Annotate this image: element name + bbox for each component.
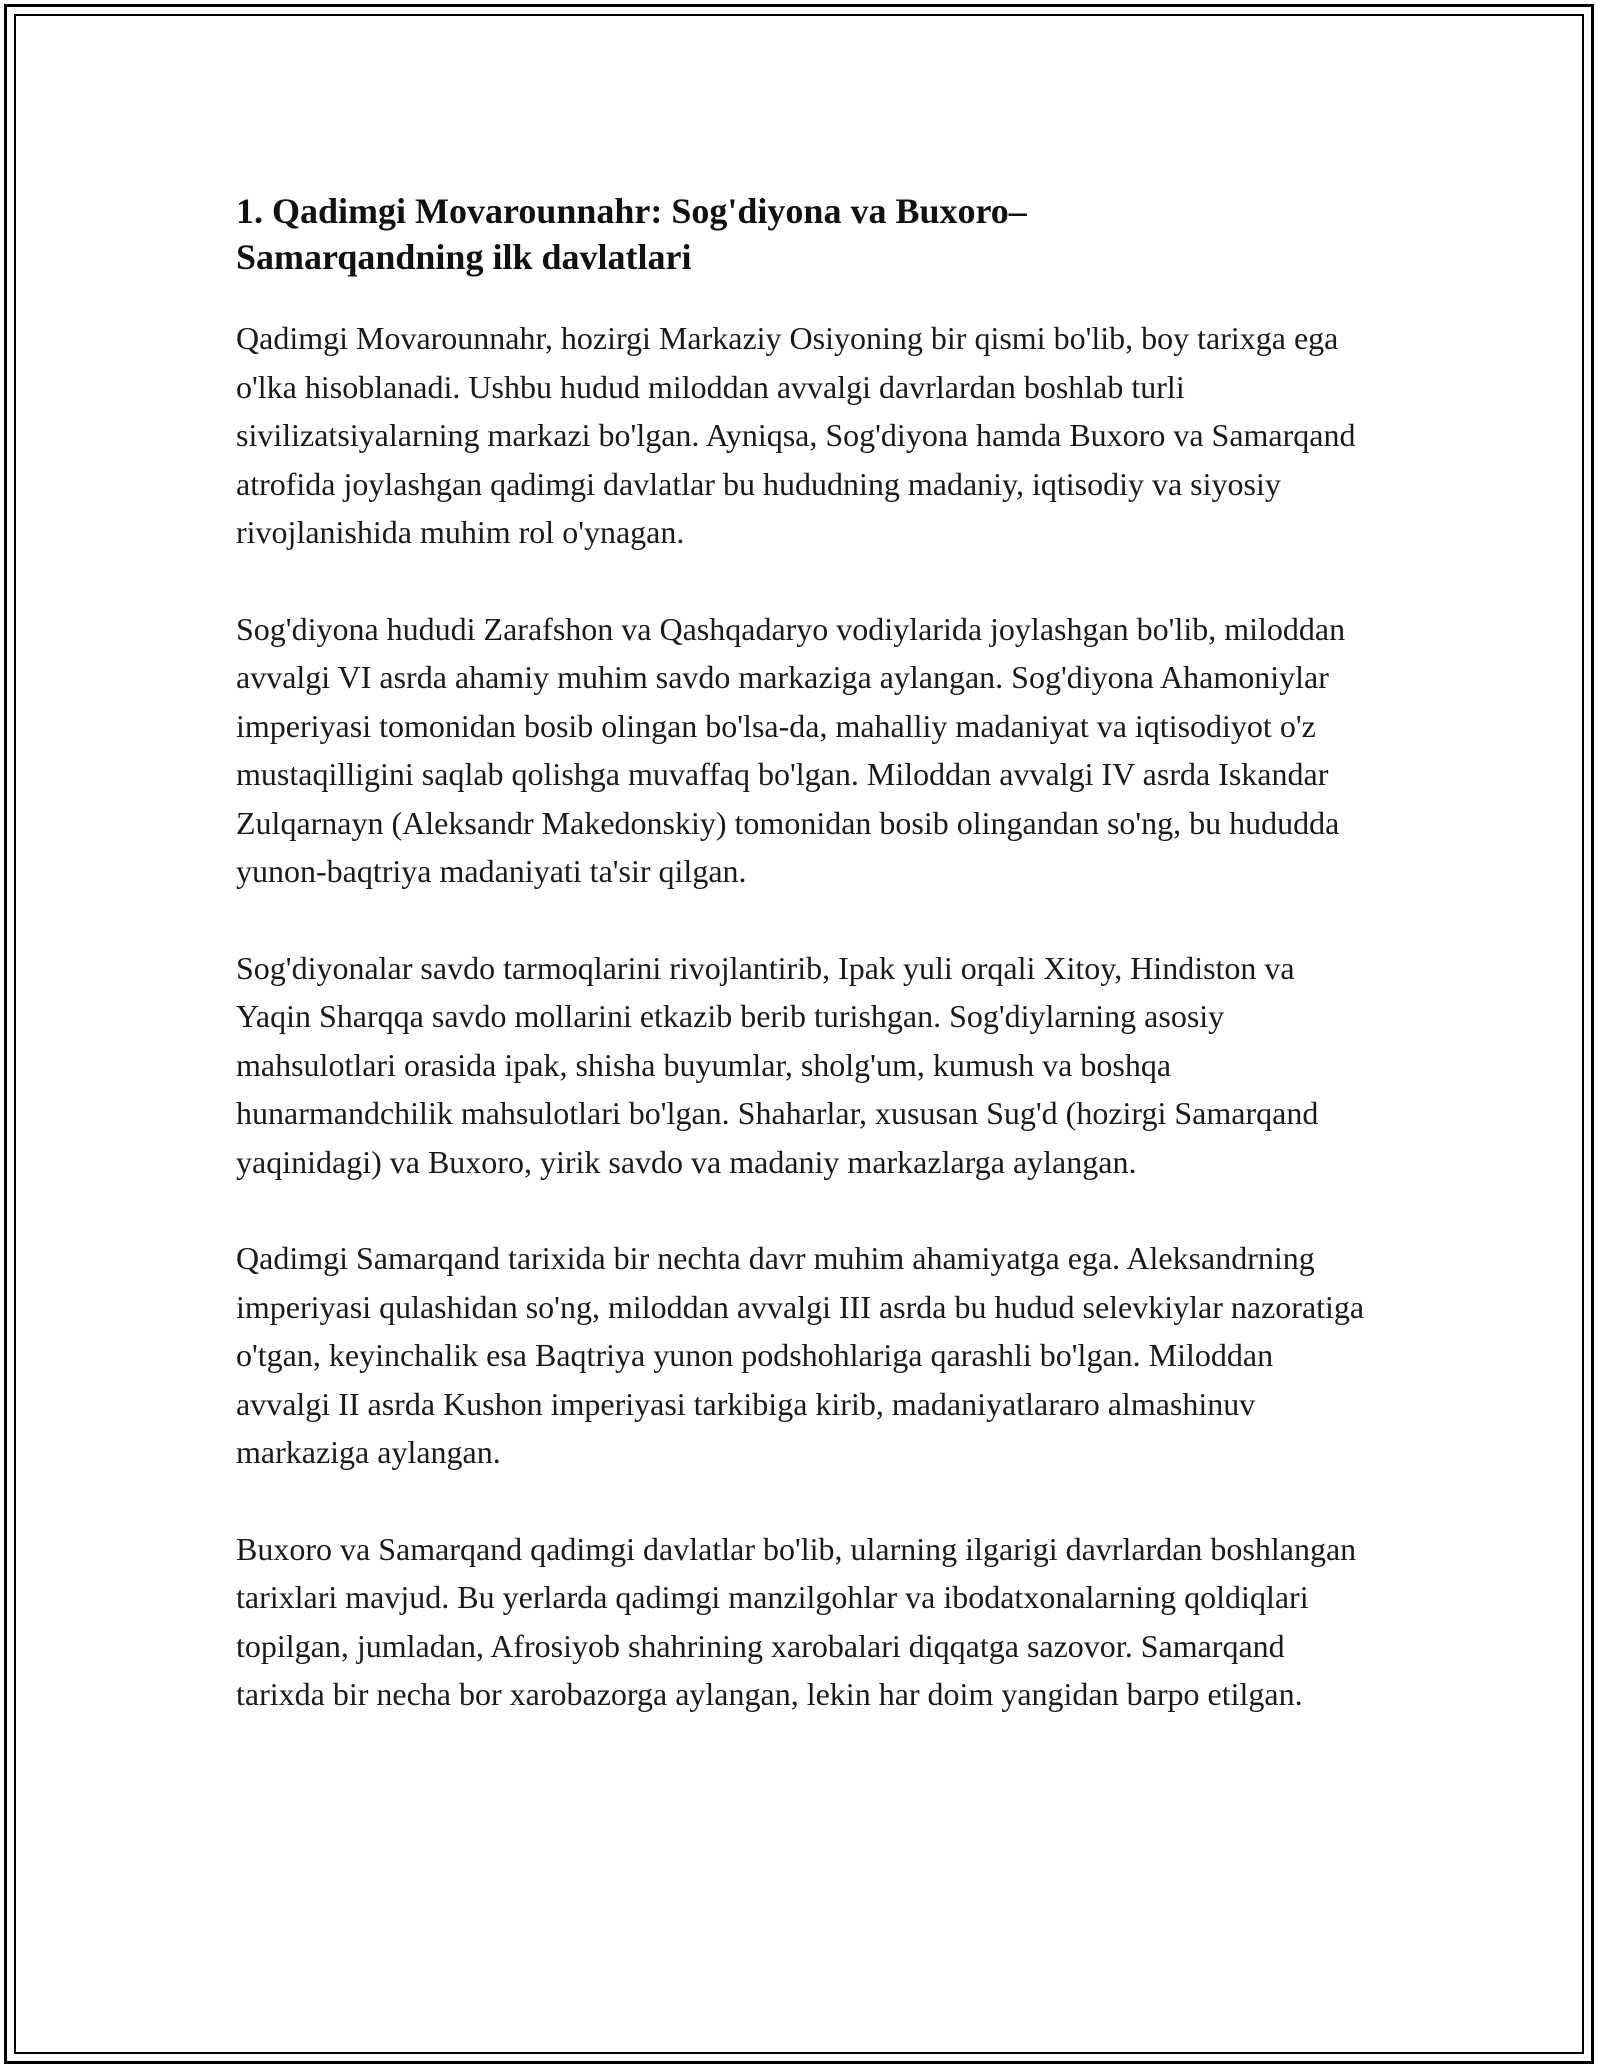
paragraph-2: Sog'diyona hududi Zarafshon va Qashqadaryo vodiylarida joylashgan bo'lib, miloddan avvalgi VI asrda ahamiy muhim savdo markaziga aylangan. Sog'diyona Ahamoniylar imperiyasi tomonidan bosib olingan bo'lsa-da, mahalliy madaniyat va iqtisodiyot o'z mustaqilligini saqlab qolishga muvaffaq bo'lgan. Miloddan avvalgi IV asrda Iskandar Zulqarnayn (Aleksandr Makedonskiy) tomonidan bosib olingandan so'ng, bu hududda yunon-baqtriya madaniyati ta'sir qilgan. (236, 610, 1346, 889)
paragraph-4: Qadimgi Samarqand tarixida bir nechta davr muhim ahamiyatga ega. Aleksandrning imperiyasi qulashidan so'ng, miloddan avvalgi III asrda bu hudud selevkiylar nazoratiga o'tgan, keyinchalik esa Baqtriya yunon podshohlariga qarashli bo'lgan. Miloddan avvalgi II asrda Kushon imperiyasi tarkibiga kirib, madaniyatlararo almashinuv markaziga aylangan. (236, 1240, 1365, 1470)
section-heading: 1. Qadimgi Movarounnahr: Sog'diyona va Buxoro–Samarqandning ilk davlatlari (236, 191, 1027, 277)
paragraph-5: Buxoro va Samarqand qadimgi davlatlar bo'lib, ularning ilgarigi davrlardan boshlangan tarixlari mavjud. Bu yerlarda qadimgi manzilgohlar va ibodatxonalarning qoldiqlari topilgan, jumladan, Afrosiyob shahrining xarobalari diqqatga sazovor. Samarqand tarixda bir necha bor xarobazorga aylangan, lekin har doim yangidan barpo etilgan. (236, 1530, 1357, 1712)
paragraph-3: Sog'diyonalar savdo tarmoqlarini rivojlantirib, Ipak yuli orqali Xitoy, Hindiston va Yaqin Sharqqa savdo mollarini etkazib berib turishgan. Sog'diylarning asosiy mahsulotlari orasida ipak, shisha buyumlar, sholg'um, kumush va boshqa hunarmandchilik mahsulotlari bo'lgan. Shaharlar, xususan Sug'd (hozirgi Samarqand yaqinidagi) va Buxoro, yirik savdo va madaniy markazlarga aylangan. (236, 949, 1319, 1180)
paragraph-1: Qadimgi Movarounnahr, hozirgi Markaziy Osiyoning bir qismi bo'lib, boy tarixga ega o'lka hisoblanadi. Ushbu hudud miloddan avvalgi davrlardan boshlab turli sivilizatsiyalarning markazi bo'lgan. Ayniqsa, Sog'diyona hamda Buxoro va Samarqand atrofida joylashgan qadimgi davlatlar bu hududning madaniy, iqtisodiy va siyosiy rivojlanishida muhim rol o'ynagan. (236, 320, 1356, 550)
document-body (236, 188, 1366, 1767)
